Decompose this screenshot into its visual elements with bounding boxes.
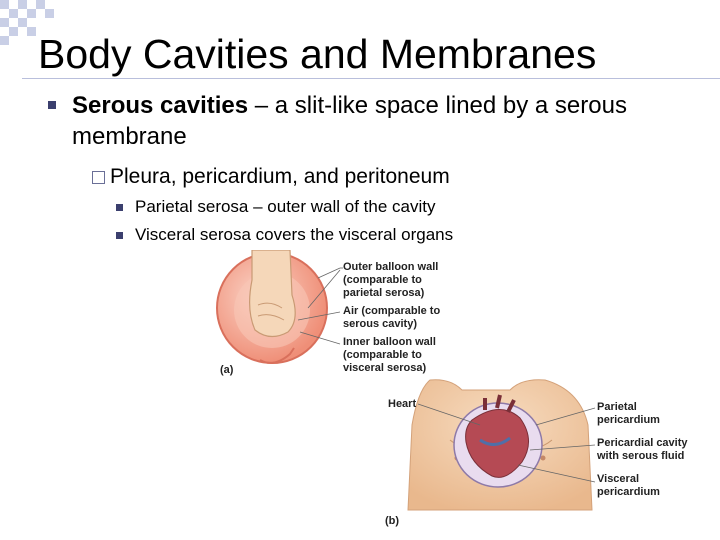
serous-membrane-figure <box>200 250 720 535</box>
balloon-illustration <box>217 250 327 363</box>
balloon-label-outer-line2: (comparable to <box>343 274 422 286</box>
slide-title: Body Cavities and Membranes <box>38 31 597 77</box>
balloon-label-outer-line1: Outer balloon wall <box>343 261 439 273</box>
balloon-label-inner-line3: visceral serosa) <box>343 362 427 374</box>
balloon-label-outer-line3: parietal serosa) <box>343 287 425 299</box>
parietal-pericardium-label-line2: pericardium <box>597 414 660 426</box>
balloon-label-air-line1: Air (comparable to <box>343 305 441 317</box>
sub-sub-bullet-visceral: Visceral serosa covers the visceral organs <box>135 225 454 244</box>
bullet-serous-cavities <box>72 90 672 152</box>
bullet-square-icon <box>48 101 56 109</box>
panel-a-label: (a) <box>220 364 234 376</box>
pericardial-cavity-label-line2: with serous fluid <box>597 450 685 462</box>
sub-sub-bullet-parietal: Parietal serosa – outer wall of the cavity <box>135 197 436 216</box>
title-divider <box>22 78 720 79</box>
bullet-square-icon <box>116 232 123 239</box>
heart-label: Heart <box>388 398 417 410</box>
pericardial-cavity-label-line1: Pericardial cavity <box>597 437 688 449</box>
balloon-label-air-line2: serous cavity) <box>343 318 417 330</box>
bullet-bold-term: Serous cavities <box>72 92 249 119</box>
bullet-definition: – a slit-like space lined by a serous membrane <box>72 92 627 150</box>
sub-bullet-membranes: Pleura, pericardium, and peritoneum <box>110 165 450 188</box>
balloon-label-inner-line1: Inner balloon wall <box>343 336 436 348</box>
visceral-pericardium-label-line1: Visceral <box>597 473 640 485</box>
panel-b-label: (b) <box>385 515 400 527</box>
parietal-pericardium-label-line1: Parietal <box>597 401 637 413</box>
visceral-pericardium-label-line2: pericardium <box>597 486 660 498</box>
bullet-square-icon <box>116 204 123 211</box>
hollow-square-bullet-icon <box>92 171 105 184</box>
balloon-label-inner-line2: (comparable to <box>343 349 422 361</box>
